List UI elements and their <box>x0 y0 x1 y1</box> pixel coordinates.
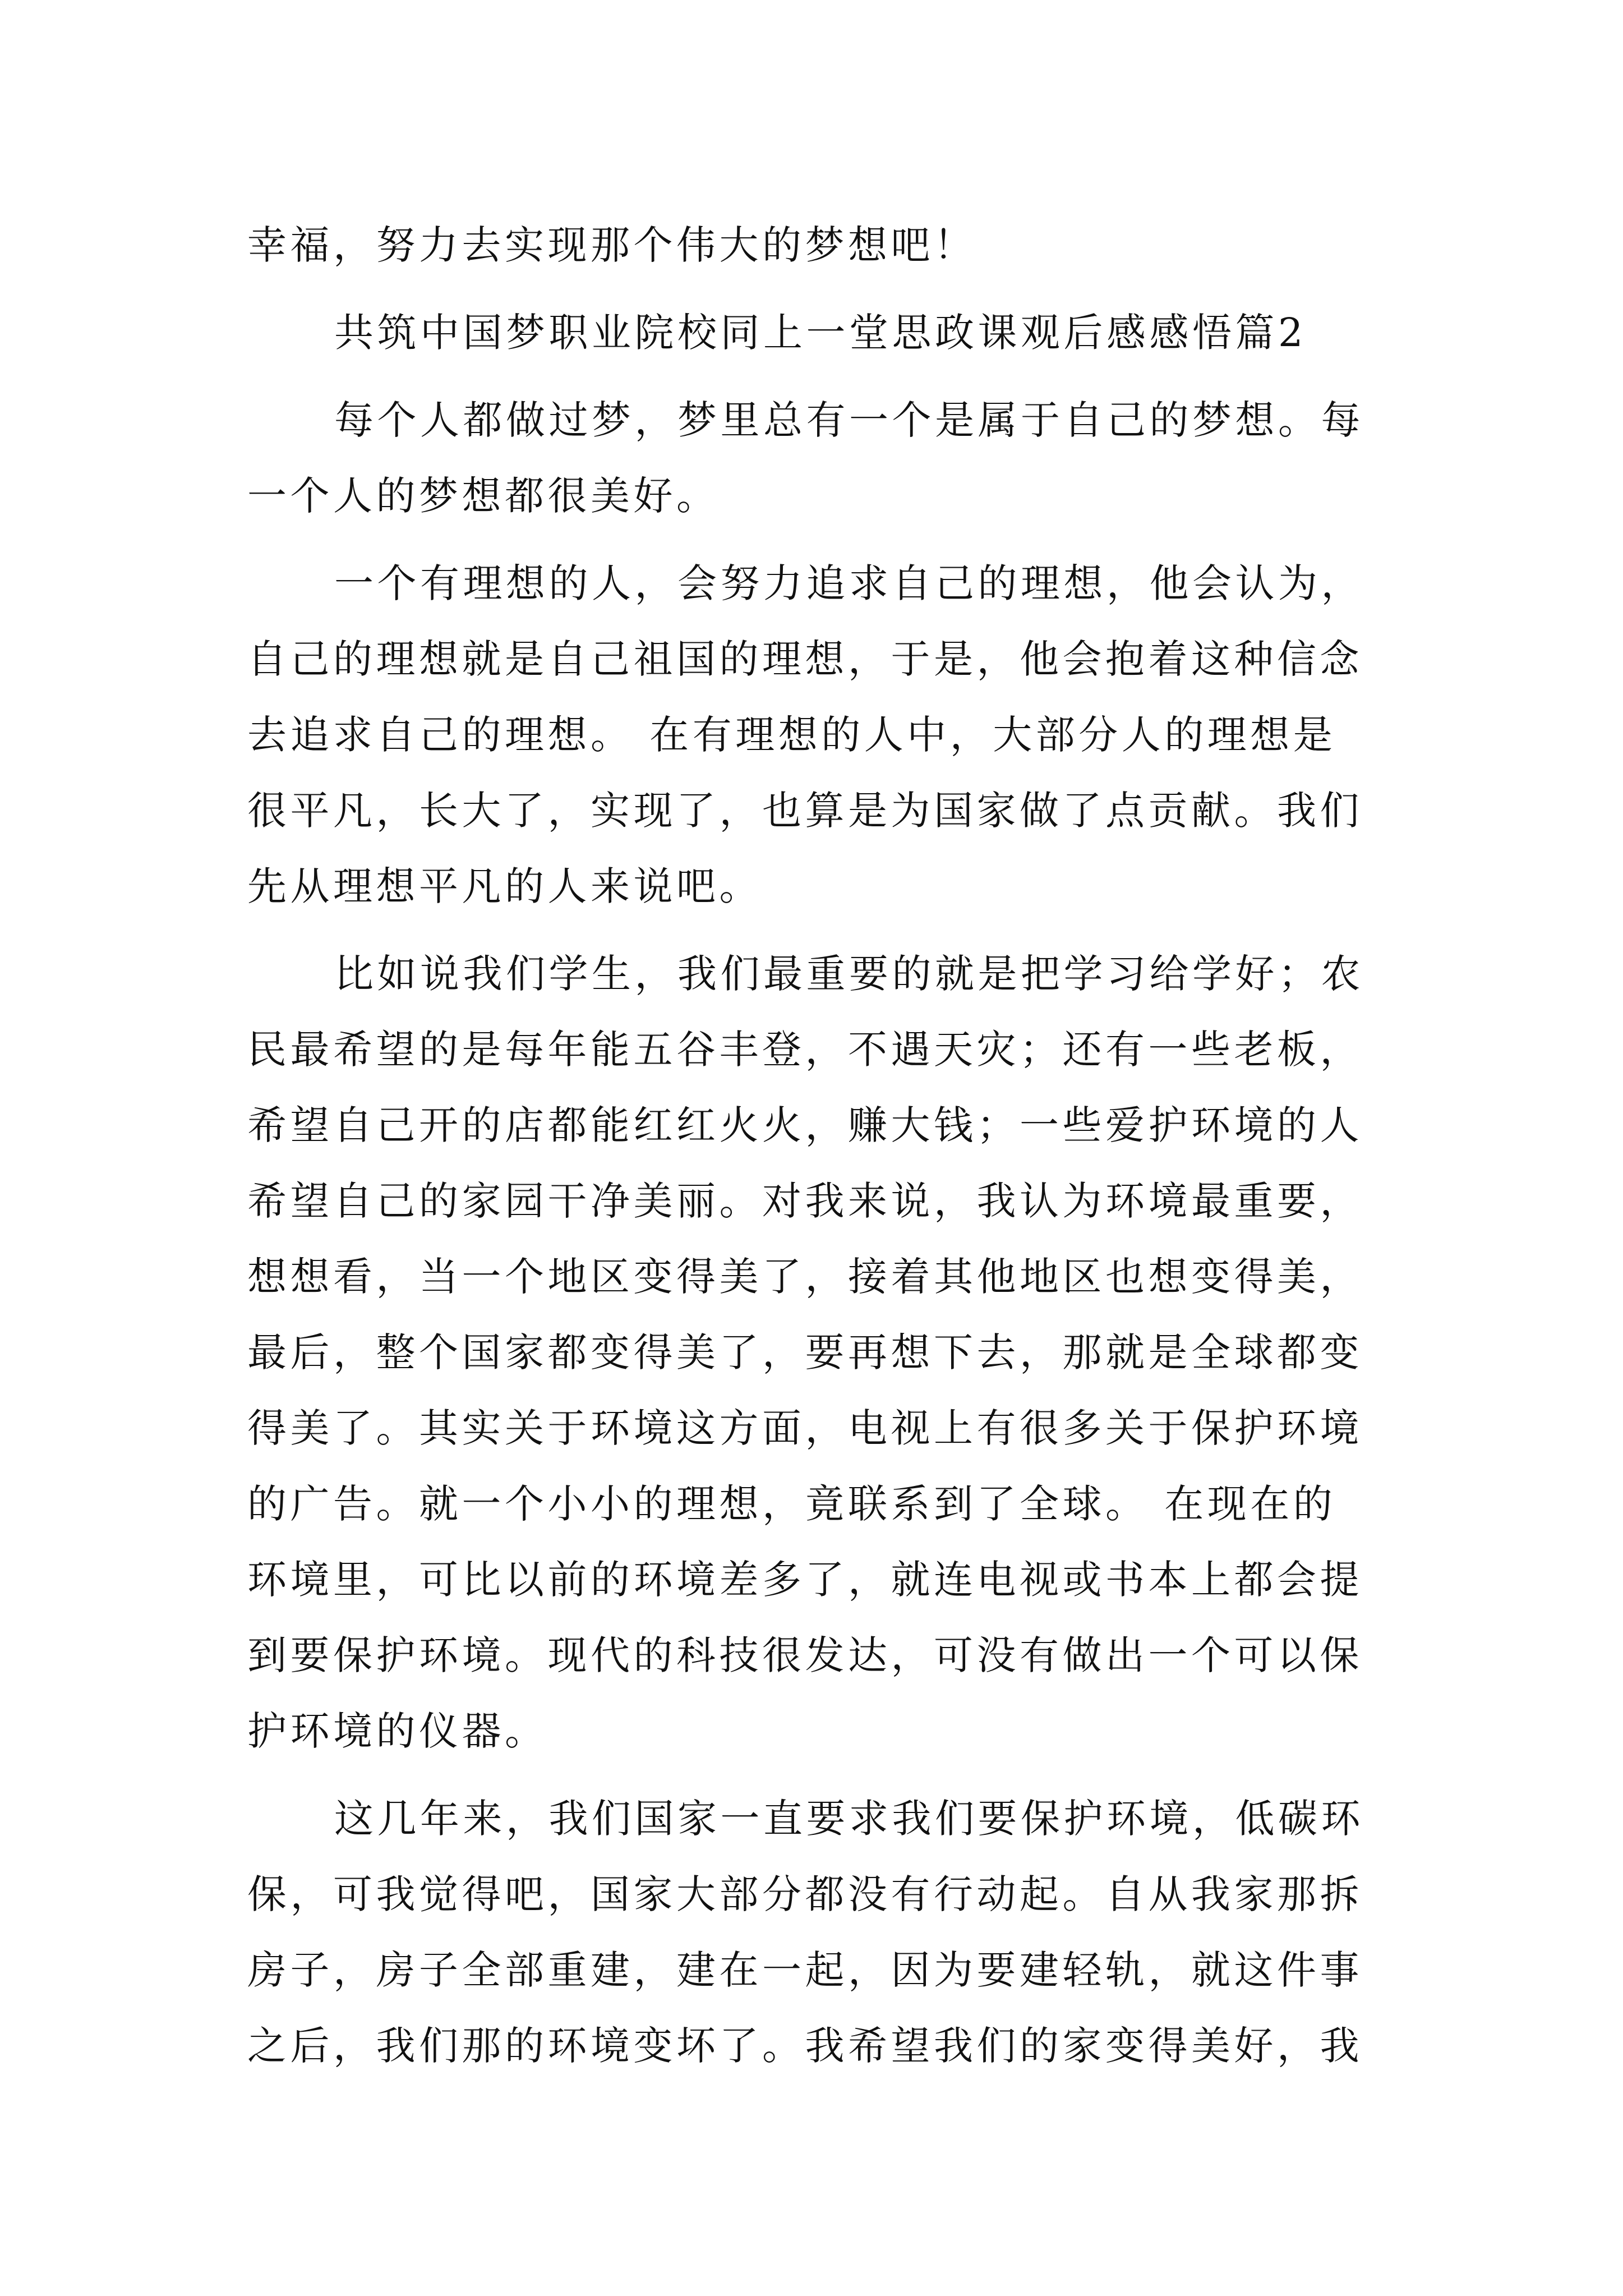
text-line: 一个有理想的人，会努力追求自己的理想，他会认为， <box>334 560 1364 606</box>
paragraph <box>247 1781 1380 2084</box>
text-line: 最后，整个国家都变得美了，要再想下去，那就是全球都变 <box>247 1329 1363 1375</box>
text-line: 希望自己的家园干净美丽。对我来说，我认为环境最重要， <box>247 1178 1363 1224</box>
paragraph <box>247 936 1380 1769</box>
text-line: 幸福，努力去实现那个伟大的梦想吧！ <box>247 222 977 268</box>
section-heading <box>247 295 1380 371</box>
text-line: 的广告。就一个小小的理想，竟联系到了全球。 在现在的 <box>247 1481 1336 1527</box>
paragraph <box>247 546 1380 924</box>
heading-line: 共筑中国梦职业院校同上一堂思政课观后感感悟篇2 <box>334 310 1307 356</box>
text-line: 很平凡，长大了，实现了，也算是为国家做了点贡献。我们 <box>247 788 1363 834</box>
paragraph <box>247 383 1380 534</box>
text-line: 这几年来，我们国家一直要求我们要保护环境，低碳环 <box>334 1796 1364 1842</box>
text-line: 环境里，可比以前的环境差多了，就连电视或书本上都会提 <box>247 1557 1363 1603</box>
text-line: 民最希望的是每年能五谷丰登，不遇天灾；还有一些老板， <box>247 1027 1363 1073</box>
text-line: 一个人的梦想都很美好。 <box>247 473 720 519</box>
text-line: 希望自己开的店都能红红火火，赚大钱；一些爱护环境的人 <box>247 1102 1363 1148</box>
text-line: 之后，我们那的环境变坏了。我希望我们的家变得美好，我 <box>247 2023 1363 2069</box>
text-line: 去追求自己的理想。 在有理想的人中，大部分人的理想是 <box>247 712 1336 758</box>
text-line: 想想看，当一个地区变得美了，接着其他地区也想变得美， <box>247 1254 1363 1300</box>
text-line: 自己的理想就是自己祖国的理想，于是，他会抱着这种信念 <box>247 636 1363 682</box>
document-body <box>247 208 1380 2084</box>
text-line: 护环境的仪器。 <box>247 1708 548 1754</box>
paragraph-closing <box>247 208 1380 283</box>
text-line: 先从理想平凡的人来说吧。 <box>247 863 762 909</box>
text-line: 房子，房子全部重建，建在一起，因为要建轻轨，就这件事 <box>247 1947 1363 1993</box>
text-line: 得美了。其实关于环境这方面，电视上有很多关于保护环境 <box>247 1405 1363 1451</box>
text-line: 每个人都做过梦，梦里总有一个是属于自己的梦想。每 <box>334 397 1364 443</box>
text-line: 到要保护环境。现代的科技很发达，可没有做出一个可以保 <box>247 1632 1363 1678</box>
text-line: 保，可我觉得吧，国家大部分都没有行动起。自从我家那拆 <box>247 1871 1363 1917</box>
text-line: 比如说我们学生，我们最重要的就是把学习给学好；农 <box>334 951 1364 997</box>
